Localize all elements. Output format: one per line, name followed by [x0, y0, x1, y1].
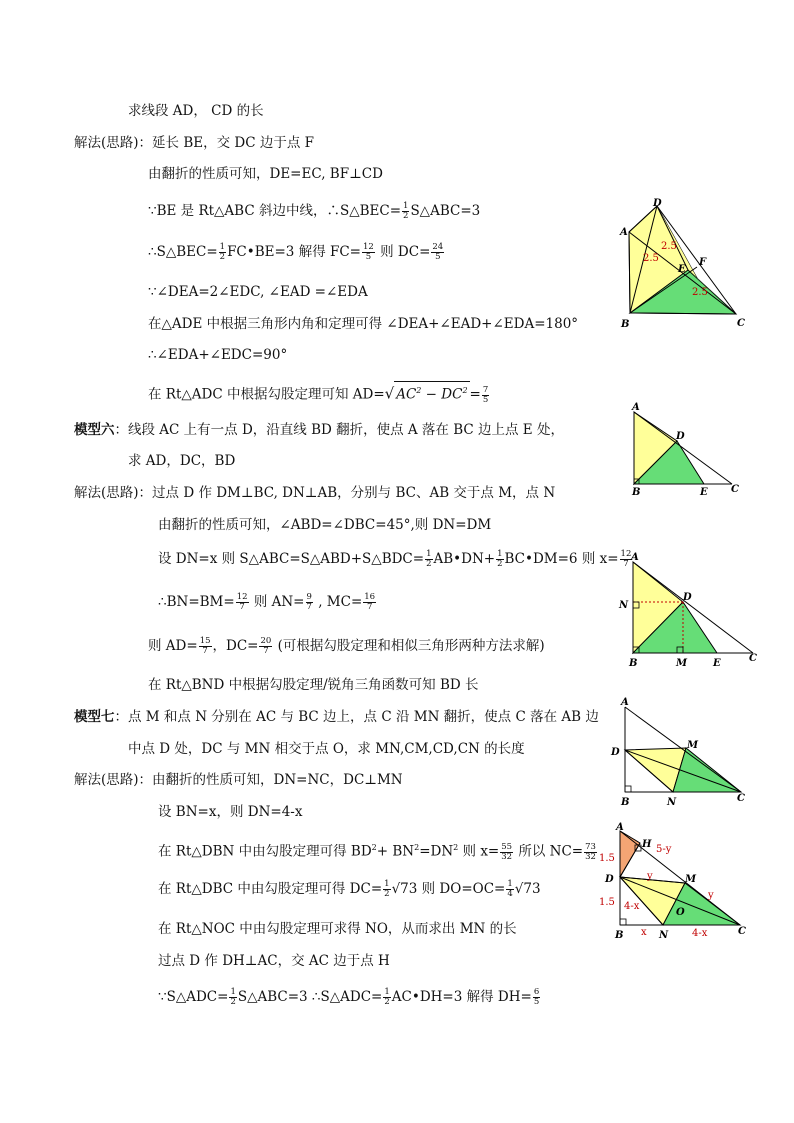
fraction: $\frac{1}{2}$	[384, 879, 390, 899]
text-line: 在 Rt△NOC 中由勾股定理可求得 NO，从而求出 MN 的长	[158, 921, 517, 937]
text-line: 由翻折的性质可知，DE=EC, BF⊥CD	[148, 166, 383, 182]
point-label: D	[653, 198, 662, 209]
text-line: 在 Rt△ADC 中根据勾股定理可知 AD=√ $AC^2 - DC^2$ = $\frac{7}{5}$	[148, 381, 490, 405]
fraction: $\frac{1}{2}$	[230, 987, 236, 1007]
fraction: $\frac{1}{4}$	[507, 879, 513, 899]
point-label: A	[621, 697, 629, 708]
measure-label: 1.5	[599, 853, 615, 864]
point-label: C	[749, 653, 757, 664]
point-label: B	[621, 319, 630, 330]
model-heading: 模型六	[74, 422, 115, 438]
fraction: $\frac{20}{7}$	[260, 636, 272, 656]
text-line: 中点 D 处，DC 与 MN 相交于点 O，求 MN,CM,CD,CN 的长度	[128, 741, 525, 757]
point-label: M	[687, 740, 699, 751]
text-line: 在 Rt△DBC 中由勾股定理可得 DC= $\frac{1}{2}$ √73 则 DO=OC= $\frac{1}{4}$ √73	[158, 879, 541, 899]
fraction: $\frac{1}{2}$	[403, 201, 409, 221]
text-line: 模型六：线段 AC 上有一点 D，沿直线 BD 翻折，使点 A 落在 BC 边上点 E 处，	[74, 422, 564, 438]
text-line: 解法(思路)：延长 BE，交 DC 边于点 F	[74, 135, 314, 151]
measure-label: y	[647, 871, 653, 882]
point-label: A	[632, 402, 640, 413]
point-label: M	[676, 658, 688, 669]
point-label: N	[667, 797, 677, 808]
fraction: $\frac{12}{7}$	[620, 549, 632, 569]
text-line: 求 AD，DC，BD	[128, 453, 236, 469]
fraction: $\frac{12}{5}$	[363, 242, 374, 262]
measure-label: 4-x	[624, 901, 640, 912]
point-label: E	[678, 264, 686, 275]
fraction: $\frac{7}{5}$	[482, 384, 489, 405]
text-line: 设 DN=x 则 S△ABC=S△ABD+S△BDC= $\frac{1}{2}$ AB•DN+ $\frac{1}{2}$ BC•DM=6 则 x= $\frac{12}{7}$	[158, 549, 632, 569]
point-label: F	[699, 257, 707, 268]
fraction: $\frac{24}{5}$	[432, 242, 444, 262]
point-label: E	[700, 487, 708, 498]
measure-label: 1.5	[599, 897, 615, 908]
figure-3	[615, 550, 775, 670]
text-line: 在△ADE 中根据三角形内角和定理可得 ∠DEA+∠EAD+∠EDA=180°	[148, 316, 579, 332]
point-label: E	[713, 658, 721, 669]
text-line: 求线段 AD， CD 的长	[128, 103, 264, 119]
measure-label: x	[641, 927, 647, 938]
point-label: D	[683, 592, 692, 603]
fraction: $\frac{1}{2}$	[219, 242, 226, 262]
fraction: $\frac{73}{32}$	[585, 841, 596, 862]
measure-label: 2.5	[661, 241, 677, 252]
fraction: $\frac{1}{2}$	[384, 987, 390, 1007]
point-label: B	[629, 658, 638, 669]
point-label: C	[737, 793, 745, 804]
measure-label: 2.5	[692, 287, 708, 298]
text-line: 过点 D 作 DH⊥AC，交 AC 边于点 H	[158, 953, 390, 969]
fraction: $\frac{16}{7}$	[364, 592, 376, 612]
point-label: C	[731, 484, 739, 495]
point-label: A	[616, 822, 624, 833]
point-label: A	[620, 227, 628, 238]
text-line: ∴S△BEC= $\frac{1}{2}$ FC•BE=3 解得 FC= $\frac{12}{5}$ 则 DC= $\frac{24}{5}$	[148, 242, 444, 262]
text-line: 在 Rt△BND 中根据勾股定理/锐角三角函数可知 BD 长	[148, 677, 479, 693]
text-line: 模型七：点 M 和点 N 分别在 AC 与 BC 边上，点 C 沿 MN 翻折，使点 C 落在 AB 边	[74, 709, 599, 725]
point-label: C	[737, 318, 745, 329]
fraction: $\frac{15}{7}$	[199, 636, 211, 656]
figure-1	[610, 195, 760, 340]
point-label: B	[632, 487, 641, 498]
point-label: D	[605, 874, 614, 885]
text-line: 解法(思路)：由翻折的性质可知，DN=NC，DC⊥MN	[74, 772, 403, 788]
point-label: D	[611, 747, 620, 758]
point-label: A	[631, 552, 639, 563]
figure-2	[622, 400, 752, 500]
model-heading: 模型七	[74, 709, 115, 725]
measure-label: 5-y	[656, 844, 672, 855]
point-label: M	[685, 874, 697, 885]
point-label: B	[621, 797, 630, 808]
text-line: 设 BN=x，则 DN=4-x	[158, 804, 303, 820]
point-label: H	[642, 839, 652, 850]
fraction: $\frac{1}{2}$	[426, 549, 432, 569]
point-label: N	[619, 600, 629, 611]
measure-label: 4-x	[692, 928, 708, 939]
text-line: 则 AD= $\frac{15}{7}$ ，DC= $\frac{20}{7}$ (可根据勾股定理和相似三角形两种方法求解)	[148, 636, 545, 656]
point-label: B	[615, 930, 624, 941]
text-line: 在 Rt△DBN 中由勾股定理可得 $BD^2+ BN^2=DN^2$ 则 x= $\frac{55}{32}$ 所以 NC= $\frac{73}{32}$	[158, 841, 596, 862]
triangle-orange	[620, 831, 640, 877]
text-line: 解法(思路)：过点 D 作 DM⊥BC, DN⊥AB，分别与 BC、AB 交于点 M，点 N	[74, 485, 556, 501]
text-line: ∵S△ADC= $\frac{1}{2}$ S△ABC=3 ∴S△ADC= $\frac{1}{2}$ AC•DH=3 解得 DH= $\frac{6}{5}$	[158, 987, 540, 1007]
point-label: O	[676, 907, 685, 918]
figure-5	[595, 820, 765, 945]
text-line: ∴BN=BM= $\frac{12}{7}$ 则 AN= $\frac{9}{7}$ , MC= $\frac{16}{7}$	[158, 592, 376, 612]
text-line: ∵∠DEA=2∠EDC, ∠EAD =∠EDA	[148, 284, 368, 300]
fraction: $\frac{55}{32}$	[501, 841, 513, 862]
figure-4	[605, 695, 765, 810]
fraction: $\frac{12}{7}$	[236, 592, 248, 612]
fraction: $\frac{9}{7}$	[306, 592, 312, 612]
text-line: 由翻折的性质可知，∠ABD=∠DBC=45°,则 DN=DM	[158, 517, 492, 533]
point-label: N	[659, 930, 669, 941]
measure-label: y	[708, 890, 714, 901]
text-line: ∴∠EDA+∠EDC=90°	[148, 347, 288, 363]
measure-label: 2.5	[643, 253, 659, 264]
fraction: $\frac{1}{2}$	[497, 549, 503, 569]
point-label: D	[676, 431, 685, 442]
fraction: $\frac{6}{5}$	[533, 987, 540, 1007]
point-label: C	[738, 926, 746, 937]
text-line: ∵BE 是 Rt△ABC 斜边中线，∴S△BEC= $\frac{1}{2}$ S△ABC=3	[148, 201, 481, 221]
